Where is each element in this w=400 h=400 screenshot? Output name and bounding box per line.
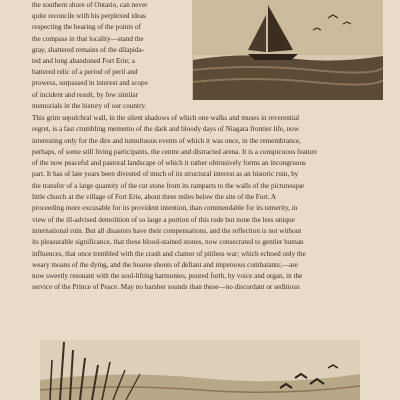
text-line: interesting only for the dire and tumultuous events of which it was once, in the remembrance,: [32, 136, 301, 145]
text-line: perhaps, of some still living participants, the centre and distracted arena. It is a conspicuous feature: [32, 147, 318, 156]
text-line: weary moans of the dying, and the hoarse shouts of defiant and impetuous combatants;—are: [32, 260, 298, 269]
intro-paragraph: [32, 0, 182, 112]
text-line: prowess, surpassed in interest and scope: [32, 79, 148, 88]
text-line: little church at the village of Fort Erie, about three miles below the site of the Fort. A: [32, 193, 277, 202]
text-line: part. It has of late years been divested of much of its structural interest as an historic ruin, by: [32, 170, 299, 179]
main-paragraph: [32, 113, 380, 294]
text-line: ted and long abandoned Fort Erie; a: [32, 57, 135, 66]
text-line: respecting the bearing of the points of: [32, 23, 141, 32]
text-line: international ruin. But all disasters have their compensations, and the reflection is not without: [32, 226, 302, 235]
sailboat-illustration: [192, 0, 383, 100]
text-line: battered relic of a period of peril and: [32, 68, 138, 77]
text-line: of incident and result, by few similar: [32, 90, 138, 99]
text-line: gray, shattered remains of the dilapida-: [32, 45, 145, 54]
text-line: the transfer of a large quantity of the cut stone from its ramparts to the walls of the picturesque: [32, 181, 305, 190]
text-line: the southern shore of Ontario, can never: [32, 1, 148, 9]
text-line: memorials in the history of our country.: [32, 101, 147, 110]
marsh-drawing: [40, 340, 360, 400]
text-line: influences, that once trembled with the crash and clamor of pitiless war; which echoed only the: [32, 249, 306, 258]
text-line: now sweetly resonant with the soul-lifting harmonies, poured forth, by voice and organ, in the: [32, 272, 303, 281]
text-line: its pleasurable significance, that these blood-stained stones, now consecrated to gentler human: [32, 238, 304, 247]
text-line: quite reconcile with his perplexed ideas: [32, 12, 146, 21]
text-line: service of the Prince of Peace. May no harsher sounds than these—no discordant or seditious: [32, 283, 300, 292]
text-line: This grim sepulchral wall, in the silent shadows of which one walks and muses in reverential: [32, 114, 300, 122]
text-line: of the now peaceful and pastoral landscape of which it rather obtrusively forms an incongruous: [32, 159, 306, 168]
text-line: regret, is a fast crumbling memento of the dark and bloody days of Niagara frontier life, now: [32, 125, 300, 134]
text-line: the compass in that locality—stand the: [32, 34, 144, 43]
text-line: proceeding more excusable for its provident intention, than commendable for its temerity, in: [32, 204, 298, 213]
text-line: view of the ill-advised demolition of so large a portion of this rude but none the less unique: [32, 215, 295, 224]
sailboat-drawing: [193, 0, 383, 100]
marsh-birds-illustration: [40, 340, 360, 400]
